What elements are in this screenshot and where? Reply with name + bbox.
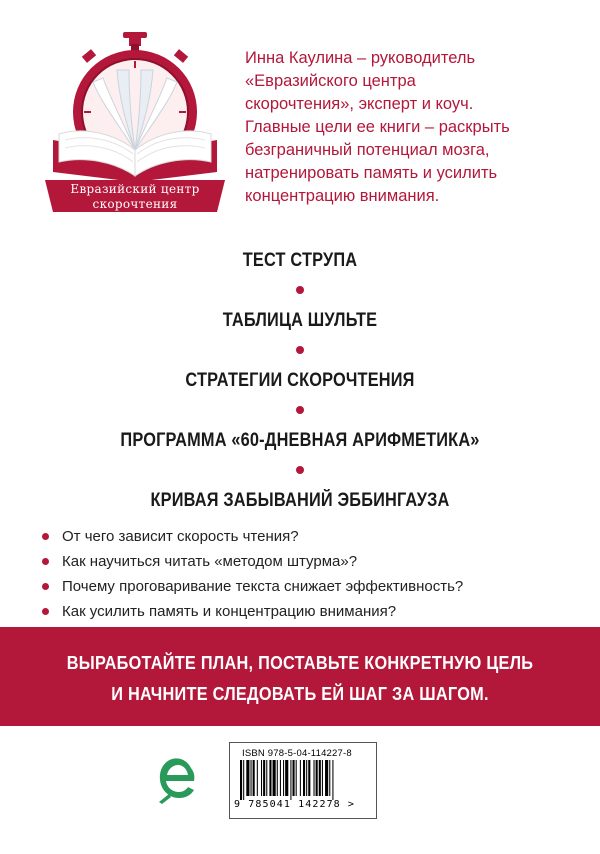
question-text: Почему проговаривание текста снижает эффективность? [62, 578, 464, 595]
barcode-icon [240, 760, 366, 800]
topic-separator-dot-icon [296, 406, 304, 414]
publisher-logo [157, 754, 197, 811]
logo-caption-line2: скорочтения [92, 197, 178, 211]
topic-item: ТАБЛИЦА ШУЛЬТЕ [222, 310, 378, 331]
topic-item: КРИВАЯ ЗАБЫВАНИЙ ЭББИНГАУЗА [150, 490, 450, 511]
banner-line1: ВЫРАБОТАЙТЕ ПЛАН, ПОСТАВЬТЕ КОНКРЕТНУЮ ЦЕЛЬ [66, 652, 534, 673]
eksmo-logo-icon [157, 754, 197, 806]
logo-caption [45, 182, 225, 212]
question-item [40, 524, 580, 549]
author-line: «Евразийского центра [245, 72, 416, 90]
author-line: Главные цели ее книги – раскрыть [245, 118, 510, 136]
bullet-icon [42, 583, 49, 590]
topic-item: ПРОГРАММА «60-ДНЕВНАЯ АРИФМЕТИКА» [120, 430, 480, 451]
questions-list [40, 524, 580, 624]
topic-item: СТРАТЕГИИ СКОРОЧТЕНИЯ [185, 370, 415, 391]
topic-separator-dot-icon [296, 286, 304, 294]
banner-line2: И НАЧНИТЕ СЛЕДОВАТЬ ЕЙ ШАГ ЗА ШАГОМ. [111, 683, 489, 704]
question-item [40, 549, 580, 574]
author-line: концентрацию внимания. [245, 187, 440, 205]
author-line: безграничный потенциал мозга, [245, 141, 490, 159]
topic-item: ТЕСТ СТРУПА [242, 250, 358, 271]
question-item [40, 574, 580, 599]
bullet-icon [42, 558, 49, 565]
isbn-text: ISBN 978-5-04-114227-8 [242, 748, 352, 759]
topics-list [0, 247, 600, 515]
author-description [245, 47, 575, 208]
author-line: натренировать память и усилить [245, 164, 498, 182]
bullet-icon [42, 533, 49, 540]
author-line: скорочтения», эксперт и коуч. [245, 95, 474, 113]
topic-separator-dot-icon [296, 466, 304, 474]
call-to-action-banner [0, 627, 600, 726]
question-text: Как научиться читать «методом штурма»? [62, 553, 358, 570]
author-line: Инна Каулина – руководитель [245, 49, 476, 67]
question-text: Как усилить память и концентрацию внимания? [62, 603, 397, 620]
center-logo [45, 30, 225, 215]
topic-separator-dot-icon [296, 346, 304, 354]
ean-text: 9 785041 142278 > [234, 799, 356, 810]
logo-caption-line1: Евразийский центр [70, 182, 200, 196]
barcode-box [229, 742, 377, 819]
bullet-icon [42, 608, 49, 615]
question-text: От чего зависит скорость чтения? [62, 528, 299, 545]
question-item [40, 599, 580, 624]
